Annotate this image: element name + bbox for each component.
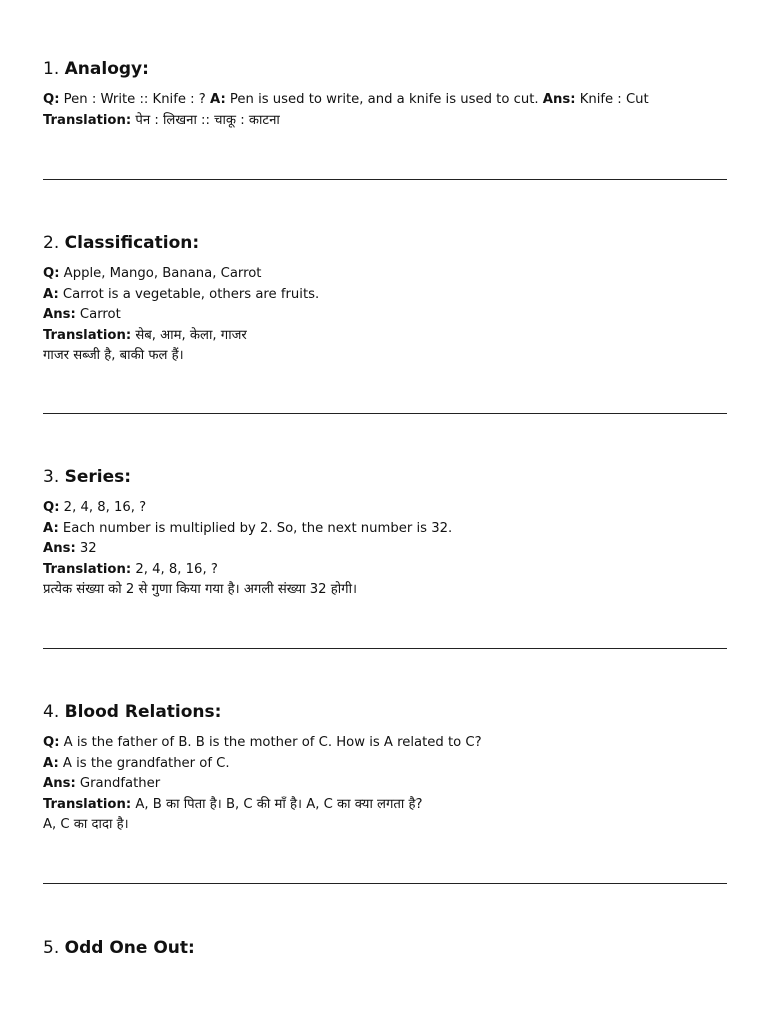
translation-line [43, 560, 727, 581]
translation-text: प्रत्येक संख्या को 2 से गुणा किया गया है। अगली संख्या 32 होगी। [43, 582, 358, 597]
ans-text: 32 [75, 541, 97, 556]
translation-line [43, 795, 727, 816]
ans-text: Grandfather [75, 776, 161, 791]
translation-text: सेब, आम, केला, गाजर [131, 327, 247, 343]
translation-text: A, C का दादा है। [43, 817, 129, 832]
ans-label: Ans: [43, 776, 76, 791]
q-label: Q: [43, 735, 60, 750]
ans-label: Ans: [43, 307, 76, 322]
translation-text: पेन : लिखना :: चाकू : काटना [131, 112, 280, 128]
translation-label: Translation: [43, 796, 132, 812]
a-label: A: [43, 286, 59, 302]
ans-line [43, 539, 727, 560]
section-title: Analogy: [64, 59, 149, 79]
question-line [43, 90, 727, 111]
translation-label: Translation: [43, 112, 132, 128]
section-number: 4. [43, 702, 60, 722]
translation-continuation [43, 346, 727, 367]
translation-line [43, 326, 727, 347]
a-text: Carrot is a vegetable, others are fruits. [58, 286, 320, 302]
section-title: Classification: [64, 233, 200, 253]
section-title: Blood Relations: [64, 702, 222, 722]
q-label: Q: [43, 500, 60, 515]
section-title: Odd One Out: [64, 938, 195, 958]
ans-text: Knife : Cut [575, 92, 649, 107]
a-text: Each number is multiplied by 2. So, the next number is 32. [58, 520, 453, 536]
divider [43, 413, 727, 414]
q-text: A is the father of B. B is the mother of C. How is A related to C? [59, 735, 482, 750]
q-text: Apple, Mango, Banana, Carrot [59, 266, 262, 281]
translation-text: A, B का पिता है। B, C की माँ है। A, C का क्या लगता है? [131, 796, 423, 812]
divider [43, 883, 727, 884]
answer-line [43, 754, 727, 775]
divider [43, 648, 727, 649]
translation-text: 2, 4, 8, 16, ? [131, 561, 218, 577]
translation-text: गाजर सब्जी है, बाकी फल हैं। [43, 348, 184, 363]
ans-text: Carrot [75, 307, 121, 322]
ans-label: Ans: [43, 541, 76, 556]
q-label: Q: [43, 92, 60, 107]
section-lines [43, 498, 727, 601]
section-lines [43, 90, 727, 131]
section-heading [43, 58, 149, 80]
section-lines [43, 264, 727, 367]
ans-line [43, 774, 727, 795]
ans-label: Ans: [542, 92, 576, 107]
translation-label: Translation: [43, 561, 132, 577]
translation-continuation [43, 580, 727, 601]
question-line [43, 733, 727, 754]
section-lines [43, 733, 727, 836]
answer-line [43, 519, 727, 540]
a-label: A: [43, 520, 59, 536]
q-text: Pen : Write :: Knife : ? [59, 92, 210, 107]
section-number: 1. [43, 59, 60, 79]
question-line [43, 498, 727, 519]
section-title: Series: [64, 467, 132, 487]
divider [43, 179, 727, 180]
translation-line [43, 111, 727, 132]
section-number: 5. [43, 938, 60, 958]
q-label: Q: [43, 266, 60, 281]
section-heading [43, 937, 195, 959]
q-text: 2, 4, 8, 16, ? [59, 500, 147, 515]
question-line [43, 264, 727, 285]
a-text: A is the grandfather of C. [58, 755, 230, 771]
ans-line [43, 305, 727, 326]
a-text: Pen is used to write, and a knife is used to cut. [225, 92, 543, 107]
section-heading [43, 701, 221, 723]
section-heading [43, 466, 131, 488]
section-number: 3. [43, 467, 60, 487]
answer-line [43, 285, 727, 306]
section-heading [43, 232, 199, 254]
translation-label: Translation: [43, 327, 132, 343]
section-number: 2. [43, 233, 60, 253]
a-label: A: [43, 755, 59, 771]
translation-continuation [43, 815, 727, 836]
a-label: A: [210, 92, 226, 107]
